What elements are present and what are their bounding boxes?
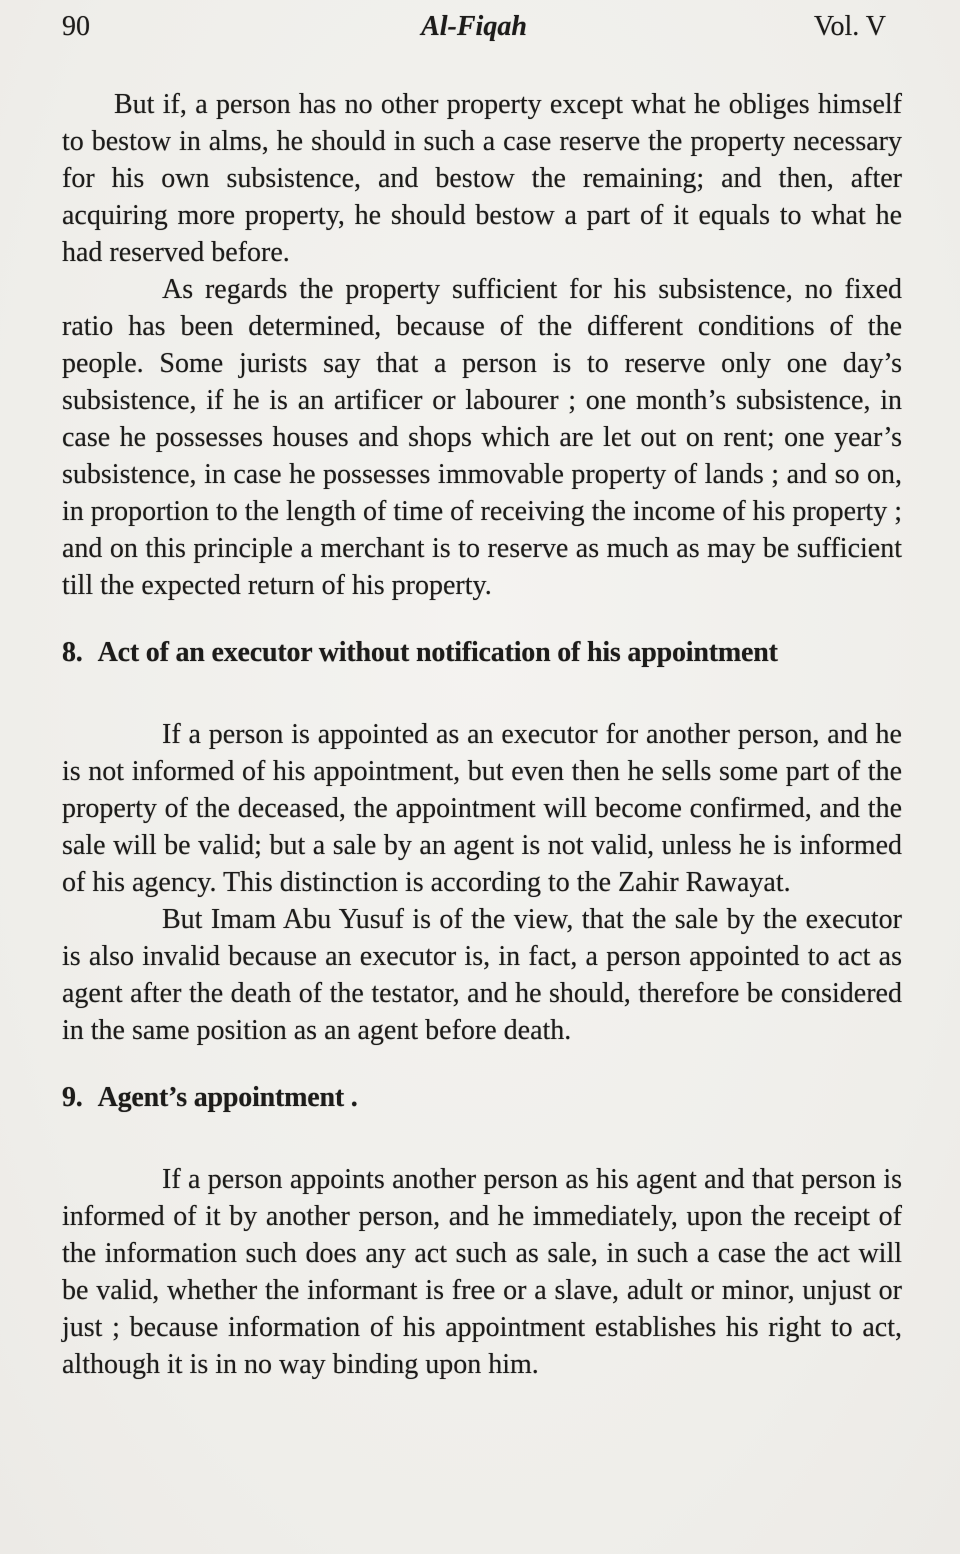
- paragraph-subsistence-ratio: As regards the property sufficient for his subsistence, no fixed ratio has been determined, because of the different conditions of the people. Some jurists say that a person is to reserve only one day’s subsistence, if he is an artificer or labourer ; one month’s subsistence, in case he possesses houses and shops which are let out on rent; one year’s subsistence, in case he possesses immovable property of lands ; and so on, in proportion to the length of time of receiving the income of his property ; and on this principle a merchant is to reserve as much as may be sufficient till the expected return of his property.: [62, 274, 902, 601]
- paragraph-abu-yusuf-view: But Imam Abu Yusuf is of the view, that the sale by the executor is also invalid because an executor is, in fact, a person appointed to act as agent after the death of the testator, and he should, therefore be considered in the same position as an agent before death.: [62, 904, 902, 1046]
- section-number: 8.: [62, 637, 83, 668]
- page-header: [62, 10, 902, 44]
- paragraph-alms-reserve: But if, a person has no other property except what he obliges himself to bestow in alms, he should in such a case reserve the property necessary for his own subsistence, and bestow the remaining; and then, after acquiring more property, he should bestow a part of it equals to what he had reserved before.: [62, 89, 902, 268]
- section-heading-8: [62, 636, 902, 670]
- paragraph-agent-appointment: If a person appoints another person as his agent and that person is informed of it by another person, and he immediately, upon the receipt of the information such does any act such as sale, in such a case the act will be valid, whether the informant is free or a slave, adult or minor, unjust or just ; because information of his appointment establishes his right to act, although it is in no way binding upon him.: [62, 1164, 902, 1380]
- paragraph-executor-sale: If a person is appointed as an executor for another person, and he is not informed of his appointment, but even then he sells some part of the property of the deceased, the appointment will become confirmed, and the sale will be valid; but a sale by an agent is not valid, unless he is informed of his agency. This distinction is according to the Zahir Rawayat.: [62, 719, 902, 898]
- section-title: Agent’s appointment .: [97, 1082, 358, 1113]
- section-number: 9.: [62, 1082, 83, 1113]
- book-title: Al-Fiqah: [421, 11, 527, 42]
- section-title: Act of an executor without notification of his appointment: [97, 637, 778, 668]
- volume-label: Vol. V: [813, 11, 886, 42]
- page-number: 90: [62, 11, 90, 42]
- section-heading-9: [62, 1081, 902, 1115]
